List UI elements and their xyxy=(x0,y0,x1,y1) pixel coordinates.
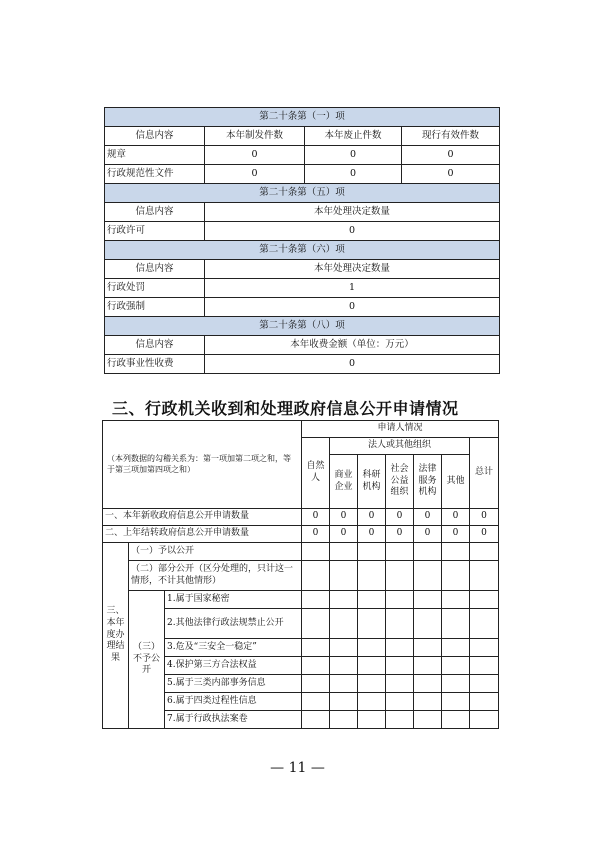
row-label: 6.属于四类过程性信息 xyxy=(165,693,302,711)
table-cell: 0 xyxy=(414,526,442,543)
table-cell: 0 xyxy=(205,146,305,165)
table-cell: 0 xyxy=(402,165,500,184)
row-label: 规章 xyxy=(105,146,205,165)
column-header: 信息内容 xyxy=(105,203,205,222)
row-label: 行政许可 xyxy=(105,222,205,241)
table-cell: 0 xyxy=(305,165,402,184)
row-label: 4.保护第三方合法权益 xyxy=(165,657,302,675)
note-cell: （本列数据的勾稽关系为：第一项加第二项之和，等于第三项加第四项之和） xyxy=(103,421,302,509)
table-cell: 0 xyxy=(358,526,386,543)
table-cell: 0 xyxy=(330,526,358,543)
row-label: 3.危及“三安全一稳定” xyxy=(165,639,302,657)
column-header: 本年收费金额（单位：万元） xyxy=(205,336,500,355)
section-header-20-6: 第二十条第（六）项 xyxy=(105,241,500,260)
row-label: 7.属于行政执法案卷 xyxy=(165,711,302,729)
col-total: 总计 xyxy=(470,438,499,509)
table-row xyxy=(103,561,499,591)
legal-person-header: 法人或其他组织 xyxy=(330,438,470,455)
table-cell: 0 xyxy=(358,509,386,526)
table-row xyxy=(103,509,499,526)
application-table xyxy=(102,420,499,729)
section-heading: 三、行政机关收到和处理政府信息公开申请情况 xyxy=(112,399,459,418)
column-header: 信息内容 xyxy=(105,127,205,146)
table-row xyxy=(103,543,499,561)
result-label: 三、本年度办理结果 xyxy=(103,543,129,729)
table-row xyxy=(103,591,499,609)
table-row xyxy=(105,146,500,165)
table-cell: 0 xyxy=(470,526,499,543)
table-cell: 0 xyxy=(302,509,330,526)
row-label: 行政事业性收费 xyxy=(105,355,205,374)
row-label: 行政规范性文件 xyxy=(105,165,205,184)
row-label: 2.其他法律行政法规禁止公开 xyxy=(165,609,302,639)
table-cell: 0 xyxy=(470,509,499,526)
col-other: 其他 xyxy=(442,455,470,509)
table-row xyxy=(105,222,500,241)
disclosure-table xyxy=(104,107,500,374)
table-cell: 0 xyxy=(442,526,470,543)
table-cell: 1 xyxy=(205,279,500,298)
column-header: 现行有效件数 xyxy=(402,127,500,146)
table-cell: 0 xyxy=(442,509,470,526)
section-header-20-8: 第二十条第（八）项 xyxy=(105,317,500,336)
column-header: 本年废止件数 xyxy=(305,127,402,146)
table-cell: 0 xyxy=(402,146,500,165)
table-row xyxy=(103,526,499,543)
table-cell: 0 xyxy=(414,509,442,526)
table-cell: 0 xyxy=(205,222,500,241)
table-cell: 0 xyxy=(205,165,305,184)
applicant-header: 申请人情况 xyxy=(302,421,499,438)
col-legal-service: 法律服务机构 xyxy=(414,455,442,509)
table-cell: 0 xyxy=(386,509,414,526)
table-cell: 0 xyxy=(305,146,402,165)
row-label: 行政强制 xyxy=(105,298,205,317)
table-cell: 0 xyxy=(386,526,414,543)
row-label: 1.属于国家秘密 xyxy=(165,591,302,609)
row-label: 5.属于三类内部事务信息 xyxy=(165,675,302,693)
col-commercial: 商业企业 xyxy=(330,455,358,509)
result-not-label: （三）不予公开 xyxy=(129,591,165,729)
column-header: 本年处理决定数量 xyxy=(205,203,500,222)
column-header: 本年制发件数 xyxy=(205,127,305,146)
page-number: — 11 — xyxy=(270,760,325,776)
section-header-20-1: 第二十条第（一）项 xyxy=(105,108,500,127)
row-label: 行政处罚 xyxy=(105,279,205,298)
row-label: 一、本年新收政府信息公开申请数量 xyxy=(103,509,302,526)
table-cell: 0 xyxy=(330,509,358,526)
col-public-welfare: 社会公益组织 xyxy=(386,455,414,509)
column-header: 信息内容 xyxy=(105,336,205,355)
table-row xyxy=(105,279,500,298)
section-header-20-5: 第二十条第（五）项 xyxy=(105,184,500,203)
table-row xyxy=(105,165,500,184)
table-row xyxy=(105,355,500,374)
col-research: 科研机构 xyxy=(358,455,386,509)
column-header: 本年处理决定数量 xyxy=(205,260,500,279)
table-cell: 0 xyxy=(205,298,500,317)
col-natural-person: 自然人 xyxy=(302,438,330,509)
row-label: （二）部分公开（区分处理的，只计这一情形，不计其他情形） xyxy=(129,561,302,591)
table-cell: 0 xyxy=(302,526,330,543)
table-row xyxy=(105,298,500,317)
row-label: （一）予以公开 xyxy=(129,543,302,561)
row-label: 二、上年结转政府信息公开申请数量 xyxy=(103,526,302,543)
table-cell: 0 xyxy=(205,355,500,374)
column-header: 信息内容 xyxy=(105,260,205,279)
